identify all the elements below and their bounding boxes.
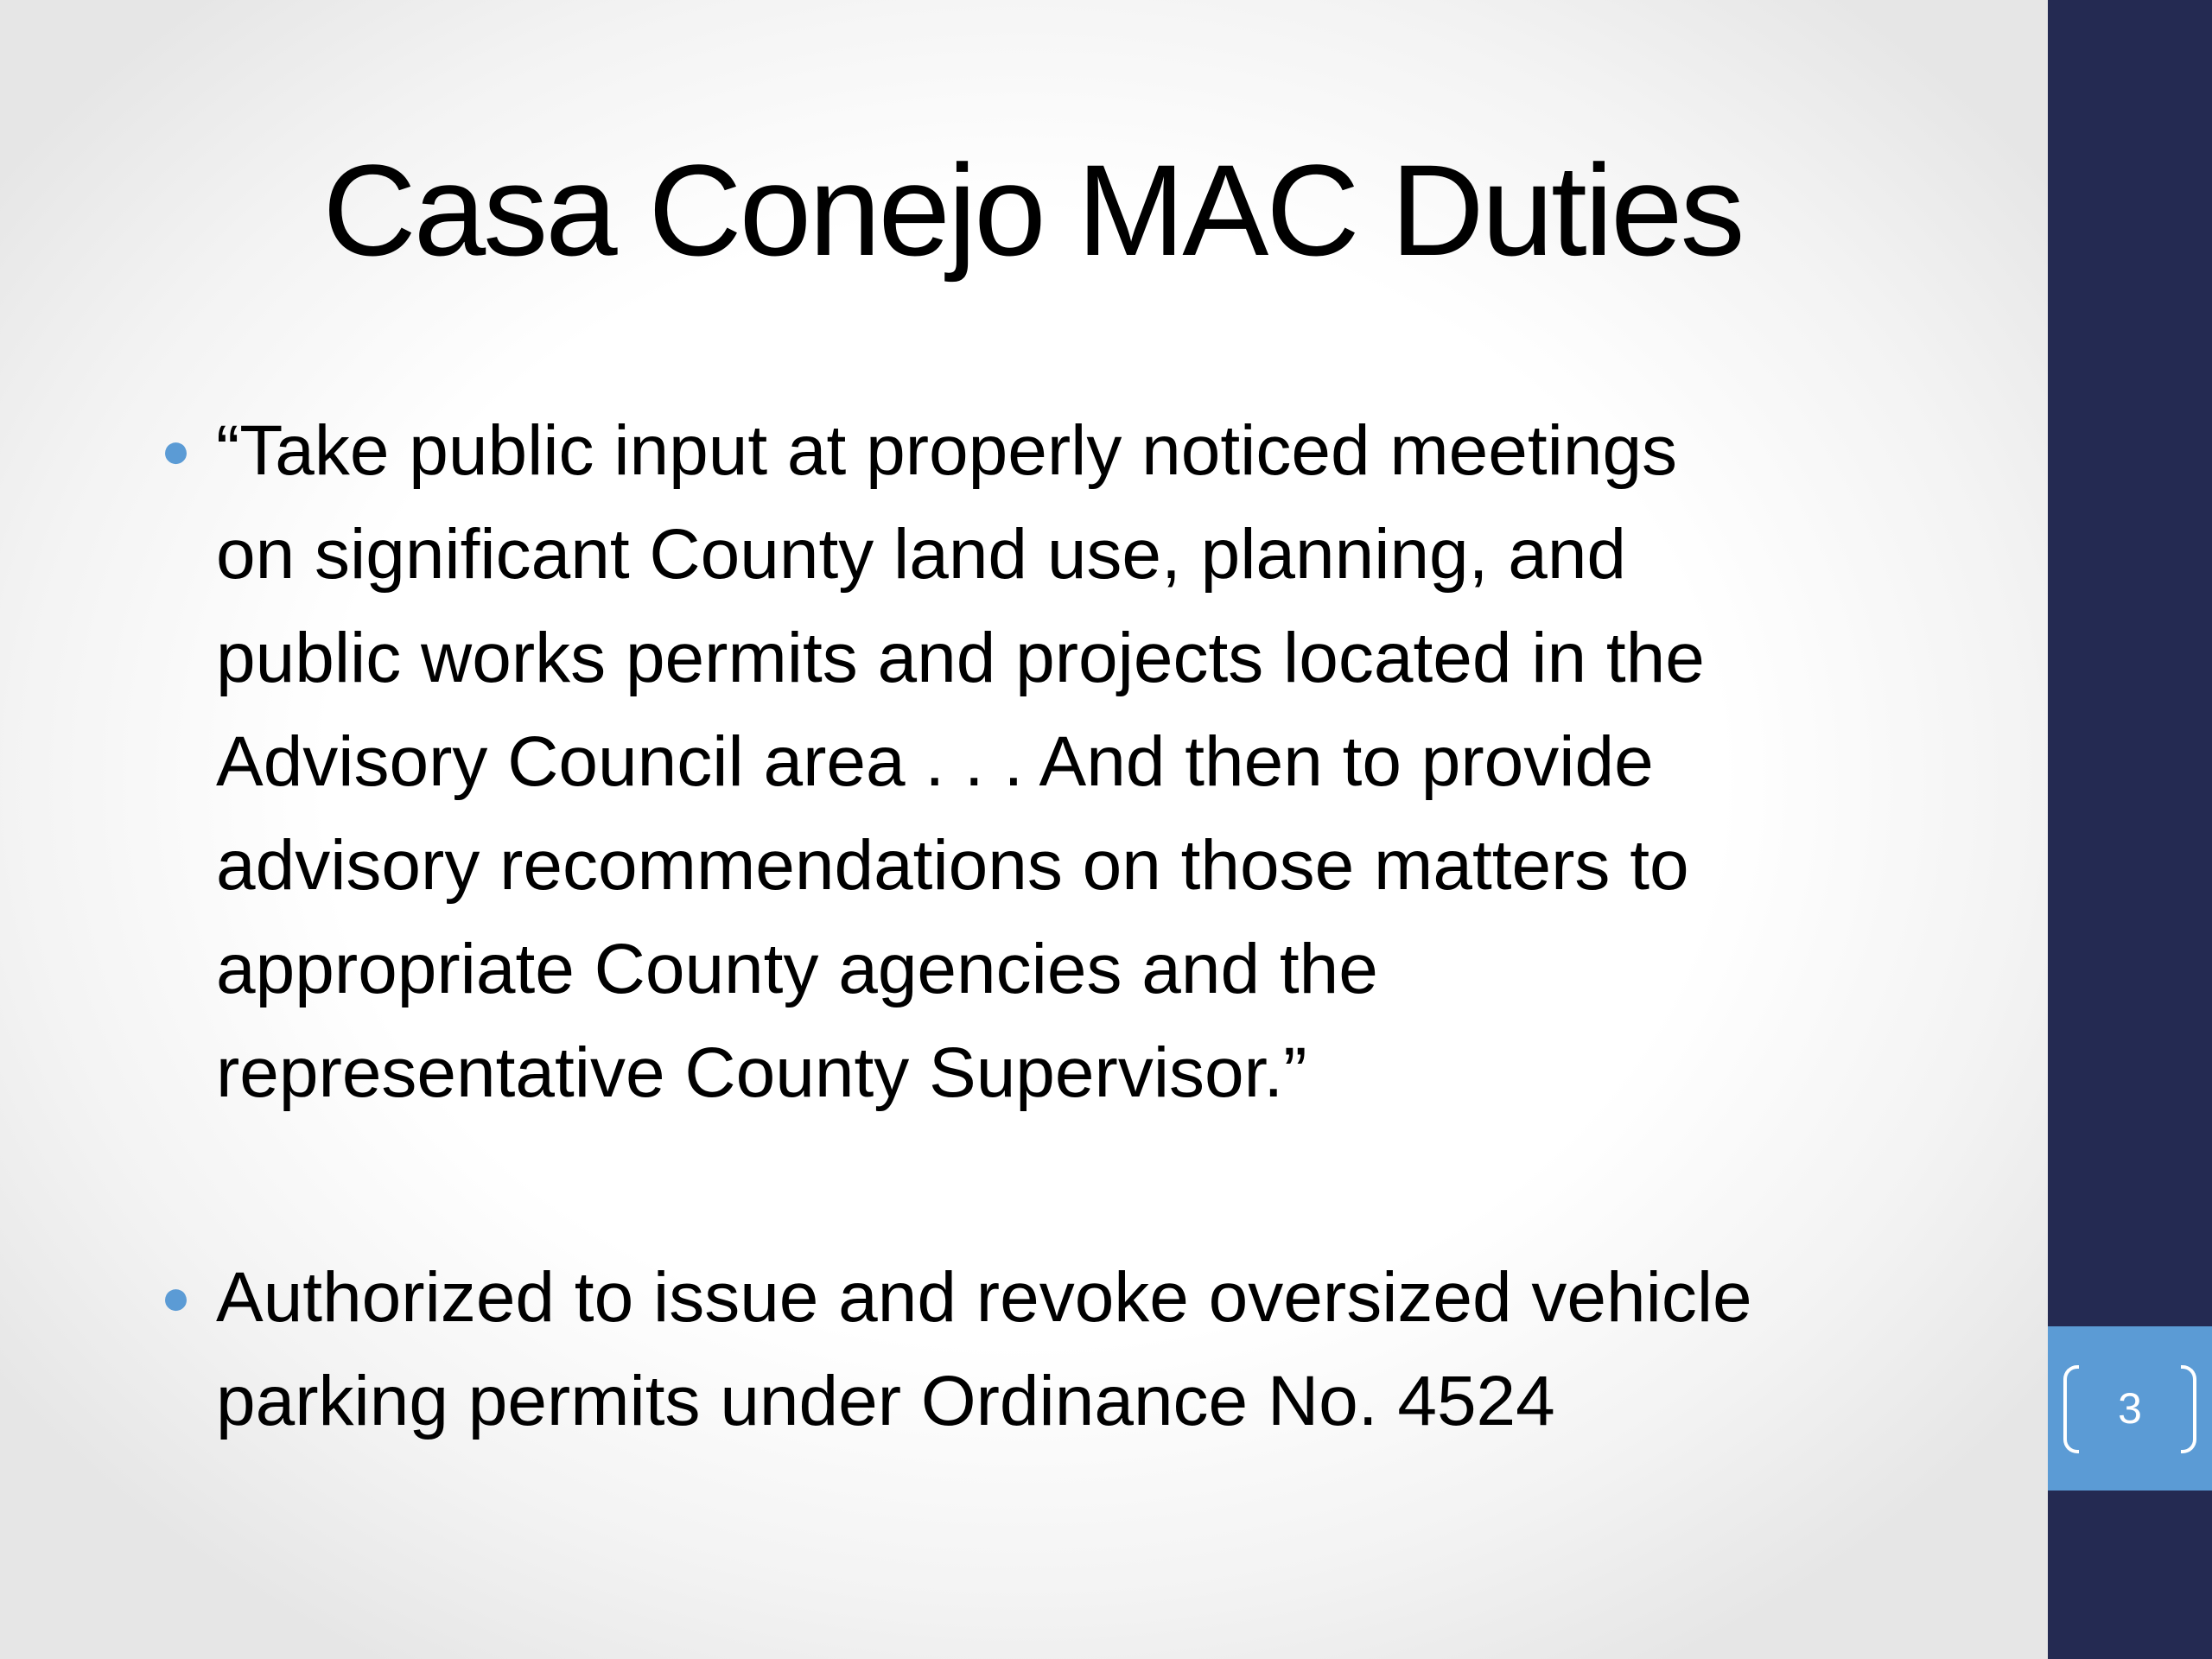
bullet-list [156,399,2039,1453]
bullet-line: appropriate County agencies and the [216,930,1378,1008]
bullet-item-duties-quote [156,399,2039,1125]
bullet-line: Advisory Council area . . . And then to provide [216,722,1654,801]
page-number: 3 [2118,1384,2142,1433]
page-number-badge [2048,1326,2212,1491]
bullet-line: parking permits under Ordinance No. 4524 [216,1362,1555,1440]
bullet-item-parking-permits [156,1246,2039,1453]
bullet-line: advisory recommendations on those matters to [216,826,1689,905]
bullet-line: Authorized to issue and revoke oversized vehicle [216,1258,1752,1337]
bullet-icon: ● [161,423,192,479]
bullet-icon: ● [161,1269,192,1325]
bullet-line: “Take public input at properly noticed meetings [216,411,1678,490]
bullet-line: public works permits and projects located in the [216,619,1705,697]
bullet-line: representative County Supervisor.” [216,1033,1307,1112]
slide-title: Casa Conejo MAC Duties [322,137,1743,283]
right-bracket-icon [2181,1365,2196,1453]
bullet-line: on significant County land use, planning, and [216,515,1627,594]
